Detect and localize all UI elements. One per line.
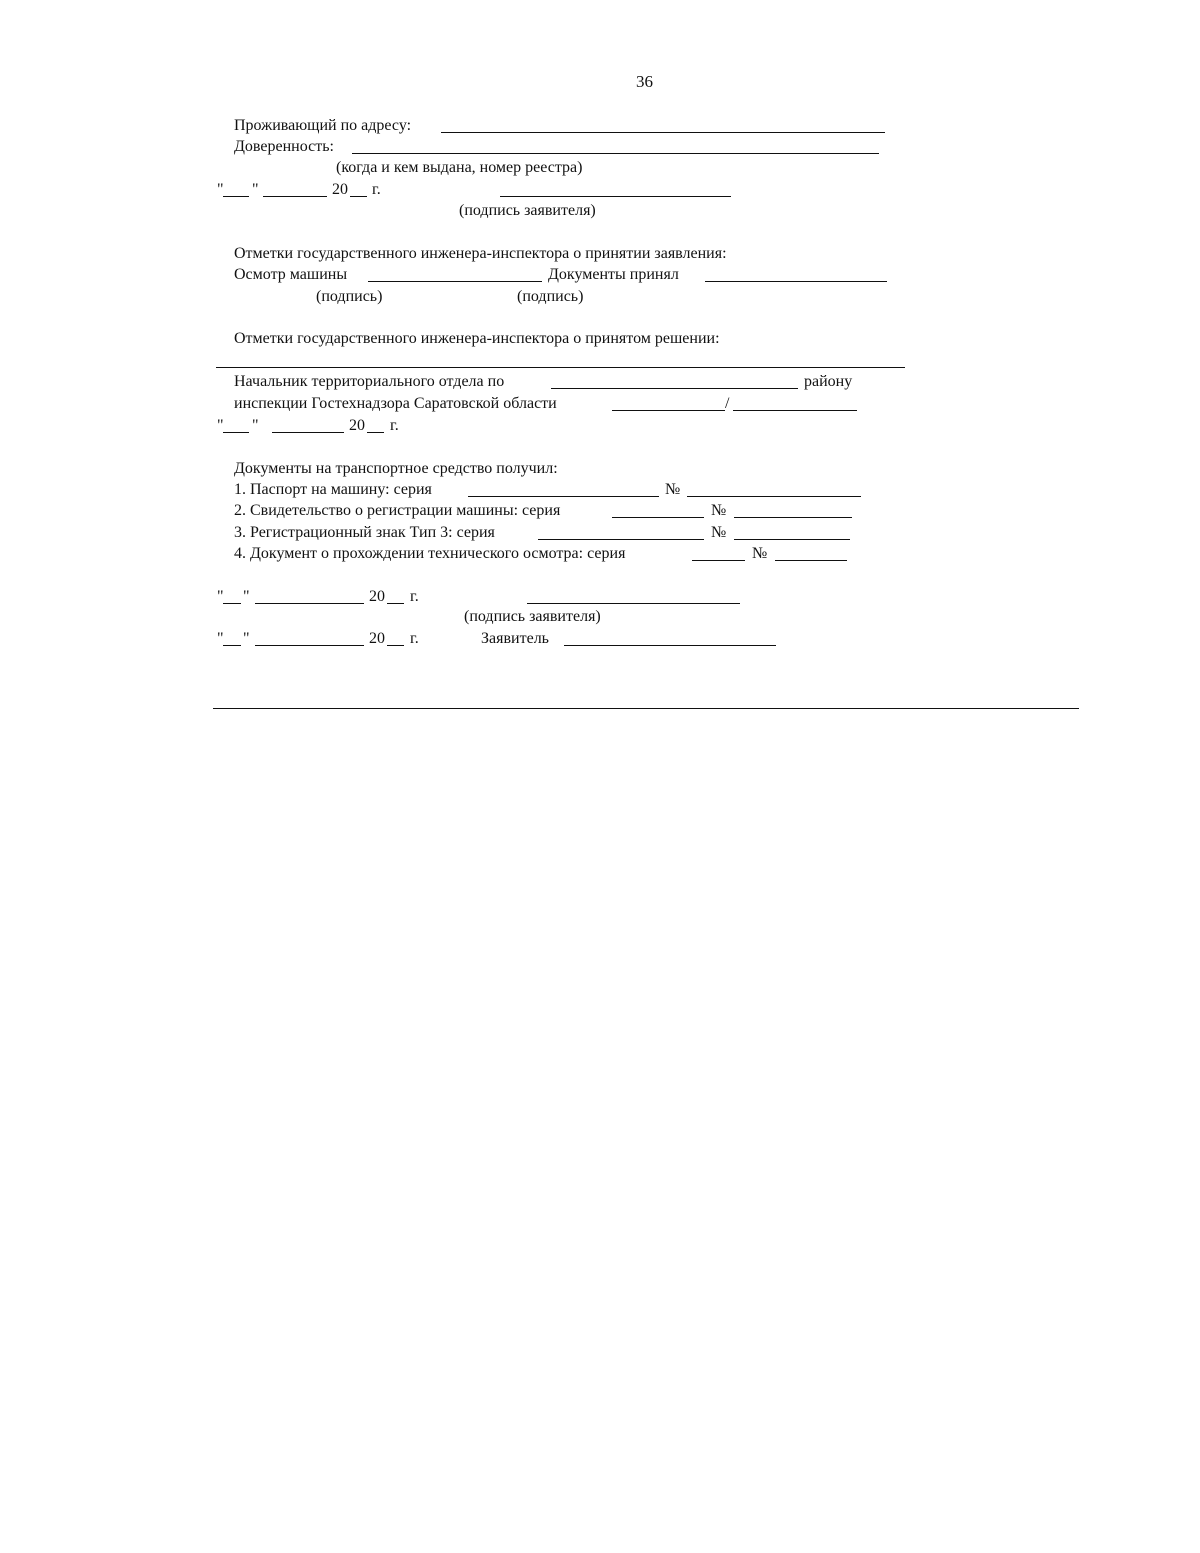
date-month-field[interactable] (263, 196, 327, 197)
inspection-document-number-field[interactable] (775, 560, 847, 561)
registration-plate-number-field[interactable] (734, 539, 850, 540)
inspection-signature-field[interactable] (368, 281, 542, 282)
passport-series-field[interactable] (468, 496, 659, 497)
applicant-name-field[interactable] (564, 645, 776, 646)
final-date-year-prefix: 20 (369, 588, 385, 605)
chief-date-quote-open: " (217, 417, 224, 434)
inspection-label: Осмотр машины (234, 266, 348, 283)
residing-address-label: Проживающий по адресу: (234, 117, 412, 134)
number-sign: № (711, 502, 727, 519)
decision-field[interactable] (216, 367, 905, 368)
chief-date-month-field[interactable] (272, 432, 344, 433)
documents-accepted-signature-field[interactable] (705, 281, 887, 282)
final-date-year-suffix: г. (410, 588, 419, 605)
second-date-day-field[interactable] (223, 645, 241, 646)
chief-date-day-field[interactable] (223, 432, 249, 433)
decision-heading: Отметки государственного инженера-инспектора о принятом решении: (234, 330, 720, 347)
final-date-day-field[interactable] (223, 603, 241, 604)
power-of-attorney-hint: (когда и кем выдана, номер реестра) (336, 159, 583, 176)
chief-slash: / (725, 395, 730, 412)
chief-line1-suffix: району (804, 373, 853, 390)
bottom-rule (213, 708, 1079, 709)
final-date-year-field[interactable] (387, 603, 404, 604)
inspection-signature-hint: (подпись) (316, 288, 383, 305)
number-sign: № (665, 481, 681, 498)
page-number: 36 (636, 72, 653, 91)
power-of-attorney-field[interactable] (352, 153, 879, 154)
final-date-quote-close: " (243, 588, 250, 605)
second-date-year-suffix: г. (410, 630, 419, 647)
document-item-label: 2. Свидетельство о регистрации машины: серия (234, 502, 561, 519)
documents-accepted-signature-hint: (подпись) (517, 288, 584, 305)
applicant-signature-hint: (подпись заявителя) (459, 202, 596, 219)
date-year-suffix: г. (372, 181, 381, 198)
chief-date-year-field[interactable] (367, 432, 384, 433)
second-date-quote-close: " (243, 630, 250, 647)
registration-certificate-series-field[interactable] (612, 517, 704, 518)
document-item-label: 1. Паспорт на машину: серия (234, 481, 432, 498)
acceptance-heading: Отметки государственного инженера-инспектора о принятии заявления: (234, 245, 727, 262)
chief-line2-prefix: инспекции Гостехнадзора Саратовской области (234, 395, 557, 412)
final-date-quote-open: " (217, 588, 224, 605)
applicant-signature-field[interactable] (500, 196, 731, 197)
chief-name-field[interactable] (733, 410, 857, 411)
final-date-month-field[interactable] (255, 603, 364, 604)
registration-certificate-number-field[interactable] (734, 517, 852, 518)
date-quote-open: " (217, 181, 224, 198)
passport-number-field[interactable] (687, 496, 861, 497)
date-quote-close: " (252, 181, 259, 198)
registration-plate-series-field[interactable] (538, 539, 704, 540)
chief-date-quote-close: " (252, 417, 259, 434)
inspection-document-series-field[interactable] (692, 560, 745, 561)
number-sign: № (752, 545, 768, 562)
number-sign: № (711, 524, 727, 541)
second-date-year-prefix: 20 (369, 630, 385, 647)
date-day-field[interactable] (223, 196, 249, 197)
applicant-label: Заявитель (481, 630, 549, 647)
chief-date-year-prefix: 20 (349, 417, 365, 434)
date-year-prefix: 20 (332, 181, 348, 198)
chief-signature-field[interactable] (612, 410, 725, 411)
documents-received-heading: Документы на транспортное средство получил: (234, 460, 558, 477)
document-item-label: 3. Регистрационный знак Тип 3: серия (234, 524, 495, 541)
power-of-attorney-label: Доверенность: (234, 138, 334, 155)
district-field[interactable] (551, 388, 798, 389)
second-date-month-field[interactable] (255, 645, 364, 646)
second-date-quote-open: " (217, 630, 224, 647)
final-applicant-signature-field[interactable] (527, 603, 740, 604)
chief-date-year-suffix: г. (390, 417, 399, 434)
residing-address-field[interactable] (441, 132, 885, 133)
final-signature-hint: (подпись заявителя) (464, 608, 601, 625)
second-date-year-field[interactable] (387, 645, 404, 646)
document-item-label: 4. Документ о прохождении технического осмотра: серия (234, 545, 626, 562)
documents-accepted-label: Документы принял (548, 266, 679, 283)
chief-line1-prefix: Начальник территориального отдела по (234, 373, 505, 390)
date-year-field[interactable] (350, 196, 367, 197)
